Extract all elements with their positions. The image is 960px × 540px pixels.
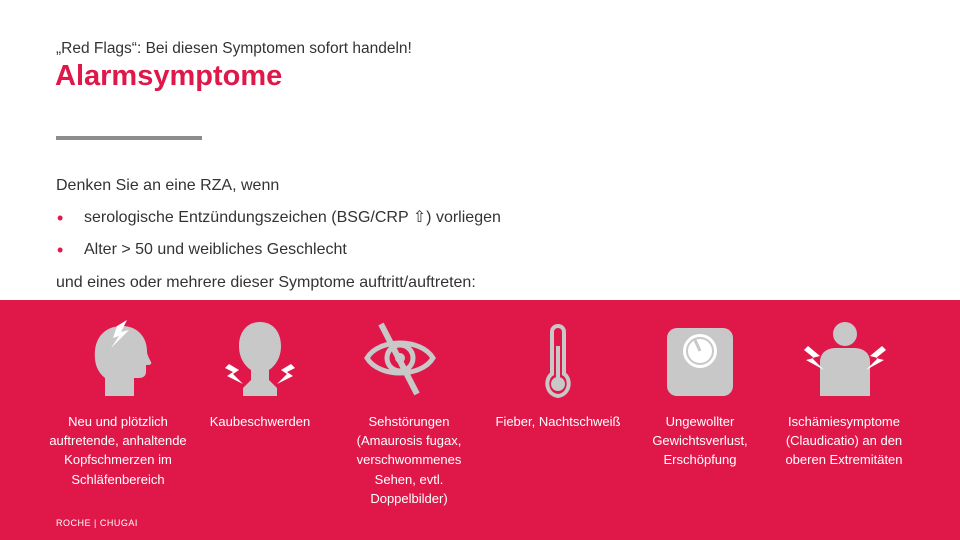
criteria-text: serologische Entzündungszeichen (BSG/CRP ⇧) vorliegen [84,209,501,226]
symptom-label-jaw: Kaubeschwerden [209,414,311,429]
criteria-list [56,208,501,272]
footer-logo-text: ROCHE | CHUGAI [56,518,138,528]
symptoms-band [0,300,960,540]
outro-text: und eines oder mehrere dieser Symptome auftritt/auftreten: [56,274,476,291]
criteria-text: Alter > 50 und weibliches Geschlecht [84,241,347,258]
title-underline [56,136,202,140]
crossed-eye-icon [355,318,445,398]
slide-subtitle: „Red Flags“: Bei diesen Symptomen sofort handeln! [56,40,412,57]
thermometer-icon [513,318,603,398]
intro-text: Denken Sie an eine RZA, wenn [56,177,280,194]
scale-icon [655,318,745,398]
criteria-item [56,240,501,272]
head-lightning-icon [75,318,165,398]
symptom-label-fever: Fieber, Nachtschweiß [495,414,621,429]
bullet-icon: • [57,240,64,260]
criteria-item [56,208,501,240]
bullet-icon: • [57,208,64,228]
shoulder-pain-icon [800,318,890,398]
symptom-label-headache: Neu und plötzlich auftretende, anhaltende Kopfschmerzen im Schläfenbereich [49,414,187,487]
symptom-label-weight: Ungewollter Gewichtsverlust, Erschöpfung [652,414,748,468]
jaw-pain-icon [215,318,305,398]
slide-title: Alarmsymptome [55,60,283,92]
symptom-label-ischemia: Ischämiesymptome (Claudicatio) an den oberen Extremitäten [785,414,903,468]
symptom-label-vision: Sehstörungen (Amaurosis fugax, verschwommenes Sehen, evtl. Doppelbilder) [356,414,462,506]
